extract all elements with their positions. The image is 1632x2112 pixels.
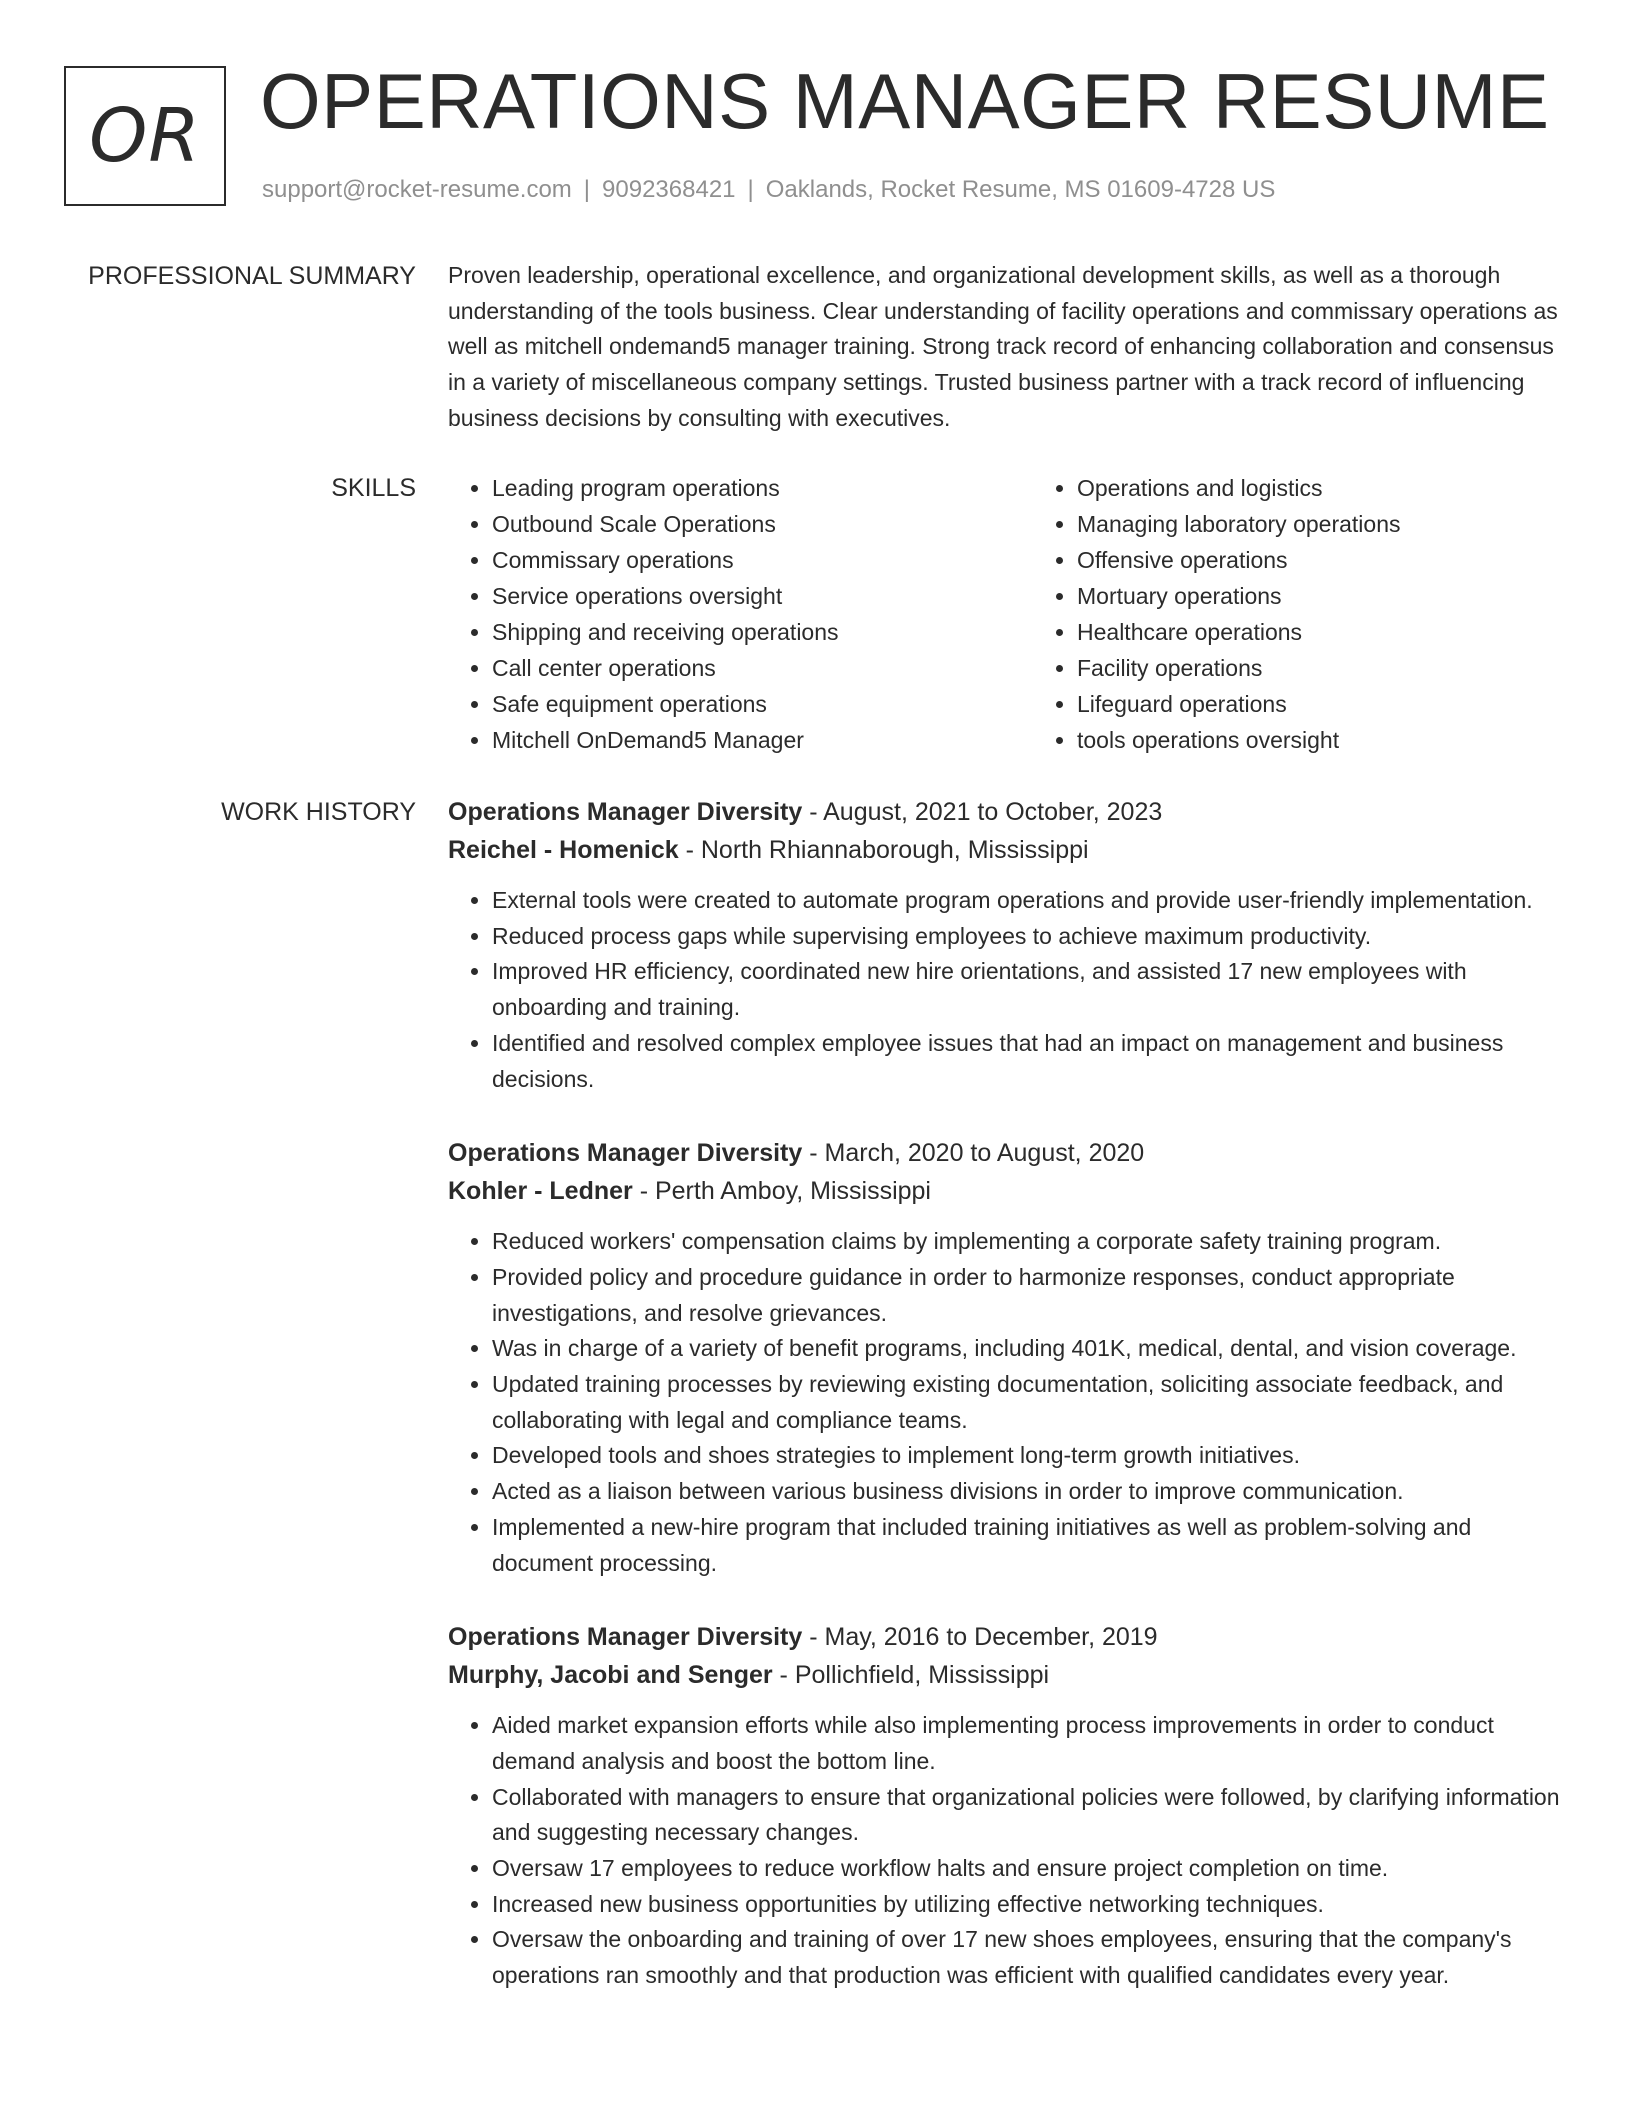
job-company: Murphy, Jacobi and Senger	[448, 1660, 773, 1689]
skills-list	[448, 470, 1568, 758]
job-bullet: • Was in charge of a variety of benefit programs, including 401K, medical, dental, and vision coverage.	[492, 1331, 1568, 1367]
job-bullets	[448, 883, 1568, 1097]
skill-item: • Operations and logistics	[1077, 470, 1568, 506]
job-bullet: • Identified and resolved complex employee issues that had an impact on management and business decisions.	[492, 1026, 1568, 1097]
contact-address: Oaklands, Rocket Resume, MS 01609-4728 US	[765, 176, 1276, 203]
contact-separator: |	[747, 176, 754, 203]
job-title-line	[448, 1619, 1568, 1657]
job-title-line	[448, 794, 1568, 832]
job-bullets	[448, 1708, 1568, 1994]
skill-item: • Lifeguard operations	[1077, 686, 1568, 722]
job-bullet: • Developed tools and shoes strategies to implement long-term growth initiatives.	[492, 1438, 1568, 1474]
job-bullet: • Oversaw 17 employees to reduce workflow halts and ensure project completion on time.	[492, 1851, 1568, 1887]
job-bullet: • External tools were created to automate program operations and provide user-friendly implementation.	[492, 883, 1568, 919]
job-bullet: • Collaborated with managers to ensure that organizational policies were followed, by clarifying information and suggesting necessary changes.	[492, 1780, 1568, 1851]
job-company: Reichel - Homenick	[448, 835, 679, 864]
job-dates: - May, 2016 to December, 2019	[802, 1623, 1158, 1652]
job-entry	[448, 1135, 1568, 1581]
job-bullet: • Updated training processes by reviewing existing documentation, soliciting associate feedback, and collaborating with legal and compliance teams.	[492, 1367, 1568, 1438]
skill-item: • Facility operations	[1077, 650, 1568, 686]
initials-monogram	[64, 66, 226, 206]
contact-email: support@rocket-resume.com	[262, 176, 572, 203]
job-bullet: • Implemented a new-hire program that included training initiatives as well as problem-solving and document processing.	[492, 1510, 1568, 1581]
skill-item: • Safe equipment operations	[492, 686, 983, 722]
job-dates: - March, 2020 to August, 2020	[802, 1139, 1145, 1168]
job-company-line	[448, 1173, 1568, 1211]
skill-item: • Healthcare operations	[1077, 614, 1568, 650]
job-bullet: • Aided market expansion efforts while also implementing process improvements in order to conduct demand analysis and boost the bottom line.	[492, 1708, 1568, 1779]
skill-item: • tools operations oversight	[1077, 722, 1568, 758]
contact-separator: |	[583, 176, 591, 203]
skill-item: • Mortuary operations	[1077, 578, 1568, 614]
job-company: Kohler - Ledner	[448, 1176, 633, 1205]
initials-text: OR	[89, 93, 201, 179]
job-bullet: • Reduced workers' compensation claims by implementing a corporate safety training program.	[492, 1224, 1568, 1260]
job-bullet: • Improved HR efficiency, coordinated new hire orientations, and assisted 17 new employees with onboarding and training.	[492, 954, 1568, 1025]
resume-title: OPERATIONS MANAGER RESUME	[260, 57, 1550, 145]
job-bullet: • Provided policy and procedure guidance in order to harmonize responses, conduct appropriate investigations, and resolve grievances.	[492, 1260, 1568, 1331]
skills-column-right	[983, 470, 1568, 758]
contact-phone: 9092368421	[602, 176, 736, 203]
skill-item: • Commissary operations	[492, 542, 983, 578]
job-bullet: • Oversaw the onboarding and training of over 17 new shoes employees, ensuring that the company's operations ran smoothly and that production was efficient with qualified candidates every year.	[492, 1922, 1568, 1993]
job-location: - North Rhiannaborough, Mississippi	[678, 835, 1089, 864]
job-location: - Pollichfield, Mississippi	[772, 1660, 1050, 1689]
skill-item: • Mitchell OnDemand5 Manager	[492, 722, 983, 758]
summary-text: Proven leadership, operational excellence, and organizational development skills, as well as a thorough understanding of the tools business. Clear understanding of facility operations and commissary operations as well as mitchell ondemand5 manager training. Strong track record of enhancing collaboration and consensus in a variety of miscellaneous company settings. Trusted business partner with a track record of influencing business decisions by consulting with executives.	[448, 262, 1558, 431]
skill-item: • Offensive operations	[1077, 542, 1568, 578]
job-company-line	[448, 1657, 1568, 1695]
skills-heading: SKILLS	[331, 474, 416, 502]
job-bullet: • Increased new business opportunities by utilizing effective networking techniques.	[492, 1887, 1568, 1923]
skill-item: • Service operations oversight	[492, 578, 983, 614]
work-history-heading: WORK HISTORY	[221, 798, 416, 826]
skill-item: • Shipping and receiving operations	[492, 614, 983, 650]
job-title: Operations Manager Diversity	[448, 1139, 803, 1168]
job-entry	[448, 794, 1568, 1097]
job-title: Operations Manager Diversity	[448, 798, 803, 826]
job-company-line	[448, 832, 1568, 870]
job-title-line	[448, 1135, 1568, 1173]
contact-line	[262, 176, 1275, 204]
job-title: Operations Manager Diversity	[448, 1623, 803, 1652]
skill-item: • Managing laboratory operations	[1077, 506, 1568, 542]
job-dates: - August, 2021 to October, 2023	[802, 798, 1163, 826]
job-bullets	[448, 1224, 1568, 1581]
job-location: - Perth Amboy, Mississippi	[632, 1176, 931, 1205]
job-entry	[448, 1619, 1568, 1994]
skill-item: • Outbound Scale Operations	[492, 506, 983, 542]
job-bullet: • Acted as a liaison between various business divisions in order to improve communication.	[492, 1474, 1568, 1510]
job-bullet: • Reduced process gaps while supervising employees to achieve maximum productivity.	[492, 919, 1568, 955]
skill-item: • Leading program operations	[492, 470, 983, 506]
skill-item: • Call center operations	[492, 650, 983, 686]
skills-column-left	[448, 470, 983, 758]
summary-heading: PROFESSIONAL SUMMARY	[88, 262, 416, 290]
